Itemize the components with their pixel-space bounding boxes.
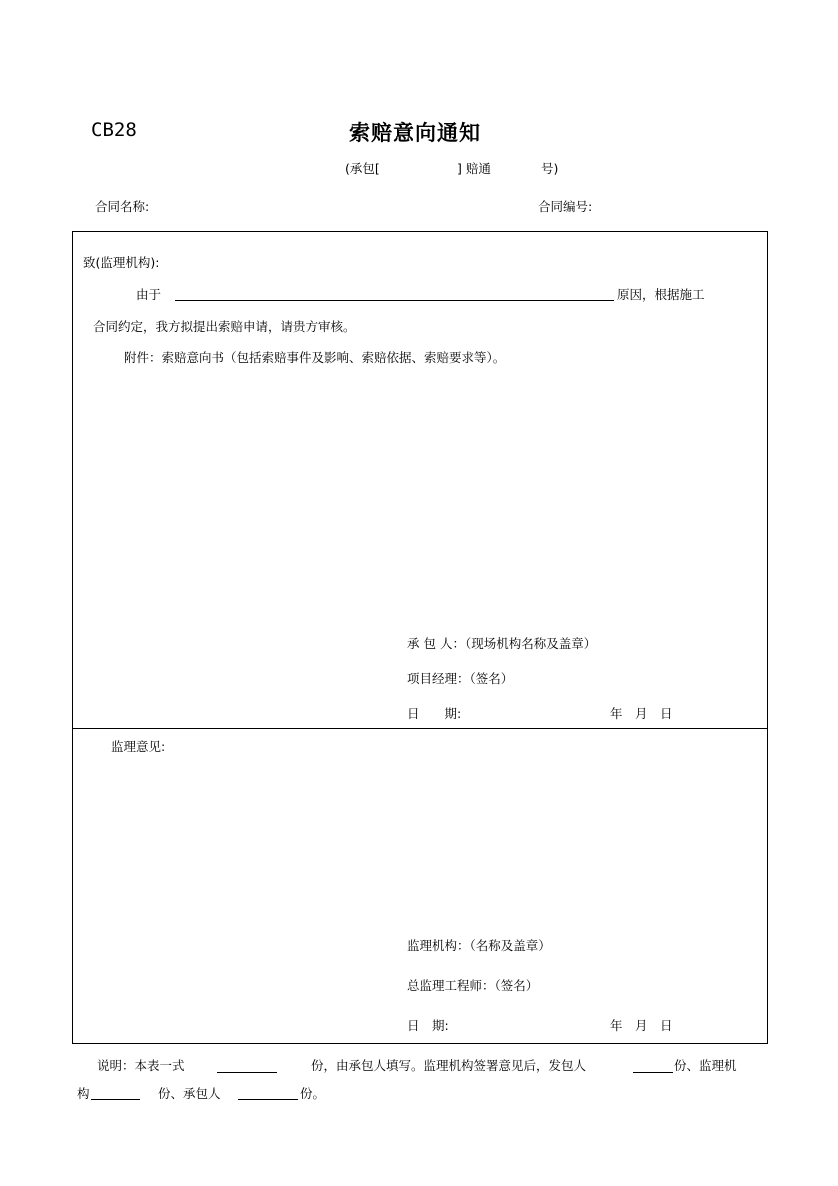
agreement-line: 合同约定，我方拟提出索赔申请，请贵方审核。: [93, 319, 356, 334]
contractor-label: 承 包 人：（现场机构名称及盖章）: [407, 636, 597, 651]
attachment-text: 附件：索赔意向书（包括索赔事件及影响、索赔依据、索赔要求等）。: [124, 350, 506, 365]
to-label: 致(监理机构):: [83, 255, 160, 270]
reason-suffix: 原因，根据施工: [617, 287, 705, 302]
reason-prefix: 由于: [136, 287, 162, 302]
section-divider: [72, 728, 767, 729]
contract-name-label: 合同名称:: [95, 199, 150, 214]
contractor-date-ymd: 年 月 日: [610, 706, 673, 721]
chief-engineer-label: 总监理工程师：（签名）: [407, 978, 539, 993]
supervisor-date-label: 日 期:: [407, 1018, 449, 1033]
note-part6: 份。: [300, 1086, 326, 1101]
note-part2: 份，由承包人填写。监理机构签署意见后，发包人: [311, 1058, 587, 1073]
supervisor-org-label: 监理机构：（名称及盖章）: [407, 938, 551, 953]
form-code: CB28: [91, 119, 137, 141]
copies-blank-3: [91, 1099, 140, 1100]
copies-blank-2: [633, 1072, 673, 1073]
copies-blank-1: [217, 1072, 277, 1073]
number-close: 号): [541, 161, 559, 176]
opinion-label: 监理意见:: [111, 739, 166, 754]
copies-blank-4: [238, 1099, 298, 1100]
supervisor-date-ymd: 年 月 日: [610, 1018, 673, 1033]
contractor-date-label: 日 期:: [407, 706, 462, 721]
note-part5: 份、承包人: [158, 1086, 221, 1101]
note-part4: 构: [77, 1086, 90, 1101]
manager-label: 项目经理：（签名）: [407, 671, 514, 686]
number-open: (承包[: [345, 161, 380, 176]
contract-no-label: 合同编号:: [538, 199, 593, 214]
reason-blank-line: [175, 300, 614, 301]
number-mid: ] 赔通: [457, 161, 491, 176]
note-part3: 份、监理机: [674, 1058, 737, 1073]
note-part1: 说明：本表一式: [97, 1058, 185, 1073]
page-title: 索赔意向通知: [349, 121, 481, 145]
